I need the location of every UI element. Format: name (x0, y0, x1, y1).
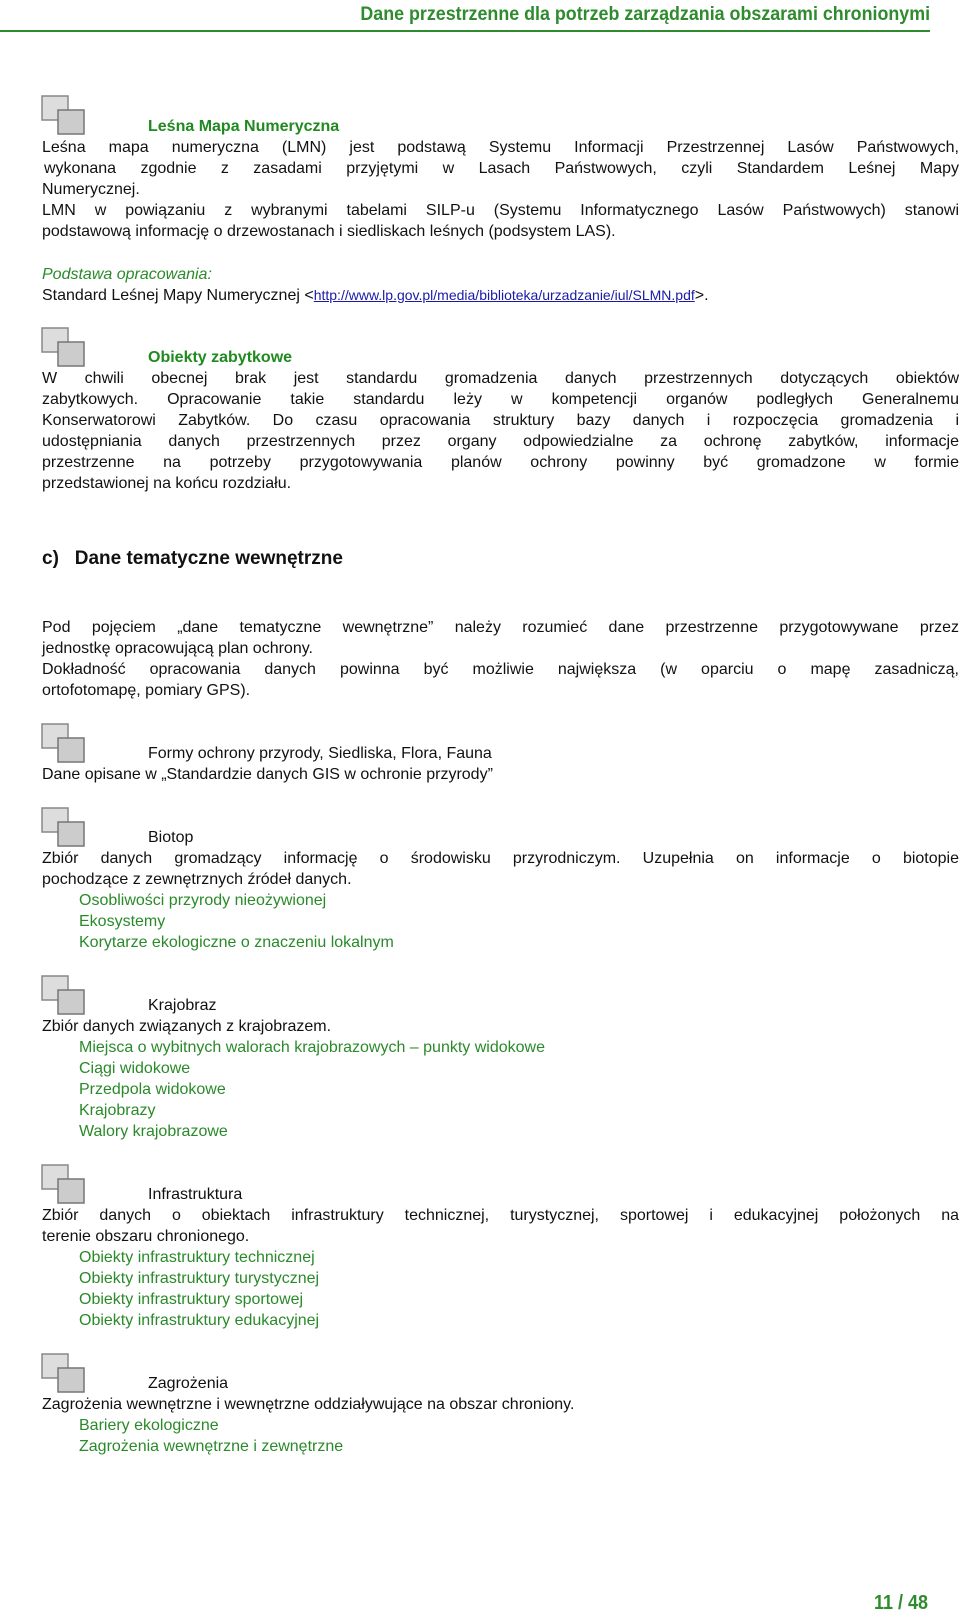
section-c-line-2: jednostkę opracowującą plan ochrony. (42, 640, 313, 657)
lmn-line-5: podstawową informację o drzewostanach i siedliskach leśnych (podsystem LAS). (42, 223, 616, 240)
infrastruktura-item: Obiekty infrastruktury sportowej (79, 1291, 304, 1308)
lmn-basis (42, 285, 709, 306)
infrastruktura-title: Infrastruktura (148, 1186, 243, 1203)
zagrozenia-desc: Zagrożenia wewnętrzne i wewnętrzne oddziaływujące na obszar chroniony. (42, 1396, 575, 1413)
slmn-link[interactable]: http://www.lp.gov.pl/media/biblioteka/urzadzanie/iul/SLMN.pdf (313, 287, 695, 303)
zabytki-line-6: przedstawionej na końcu rozdziału. (42, 475, 292, 492)
infrastruktura-item: Obiekty infrastruktury technicznej (79, 1249, 315, 1266)
lmn-basis-end: >. (694, 287, 709, 304)
biotop-line-2: pochodzące z zewnętrznych źródeł danych. (42, 871, 352, 888)
biotop-title: Biotop (148, 829, 194, 846)
krajobraz-desc: Zbiór danych związanych z krajobrazem. (42, 1018, 332, 1035)
layers-icon (40, 722, 88, 766)
section-c-heading: c) Dane tematyczne wewnętrzne (42, 548, 343, 569)
zabytki-line-2: zabytkowych. Opracowanie takie standardu leży w kompetencji organów podległych Generalnemu (42, 391, 959, 408)
lmn-line-2: wykonana zgodnie z zasadami przyjętymi w Lasach Państwowych, czyli Standardem Leśnej Mapy (44, 160, 959, 177)
krajobraz-item: Walory krajobrazowe (79, 1123, 228, 1140)
lmn-title: Leśna Mapa Numeryczna (148, 118, 340, 135)
layers-icon (40, 974, 88, 1018)
section-c-line-3: Dokładność opracowania danych powinna być możliwie największa (w oparciu o mapę zasadniczą, (42, 661, 959, 678)
lmn-line-3: Numerycznej. (42, 181, 140, 198)
lmn-basis-text: Standard Leśnej Mapy Numerycznej < (42, 287, 314, 304)
lmn-basis-label: Podstawa opracowania: (42, 266, 212, 283)
krajobraz-item: Ciągi widokowe (79, 1060, 191, 1077)
zabytki-line-1: W chwili obecnej brak jest standardu gromadzenia danych przestrzennych dotyczących obiektów (42, 370, 959, 387)
formy-title: Formy ochrony przyrody, Siedliska, Flora, Fauna (148, 745, 492, 762)
krajobraz-title: Krajobraz (148, 997, 217, 1014)
zabytki-title: Obiekty zabytkowe (148, 349, 293, 366)
lmn-line-4: LMN w powiązaniu z wybranymi tabelami SILP-u (Systemu Informatycznego Lasów Państwowych) stanowi (42, 202, 959, 219)
krajobraz-item: Miejsca o wybitnych walorach krajobrazowych – punkty widokowe (79, 1039, 545, 1056)
formy-desc: Dane opisane w „Standardzie danych GIS w ochronie przyrody” (42, 766, 493, 783)
section-c-line-4: ortofotomapę, pomiary GPS). (42, 682, 251, 699)
layers-icon (40, 806, 88, 850)
layers-icon (40, 1352, 88, 1396)
header-rule (0, 30, 930, 32)
infrastruktura-item: Obiekty infrastruktury turystycznej (79, 1270, 320, 1287)
page-number: 11 / 48 (873, 1592, 928, 1614)
lmn-line-1: Leśna mapa numeryczna (LMN) jest podstawą Systemu Informacji Przestrzennej Lasów Państwowych, (42, 139, 959, 156)
layers-icon (40, 1163, 88, 1207)
biotop-line-1: Zbiór danych gromadzący informację o środowisku przyrodniczym. Uzupełnia on informacje o biotopie (42, 850, 959, 867)
zabytki-line-3: Konserwatorowi Zabytków. Do czasu opracowania struktury bazy danych i rozpoczęcia gromadzenia i (42, 412, 959, 429)
zagrozenia-item: Bariery ekologiczne (79, 1417, 219, 1434)
section-c-line-1: Pod pojęciem „dane tematyczne wewnętrzne” należy rozumieć dane przestrzenne przygotowywane przez (42, 619, 959, 636)
layers-icon (40, 94, 88, 138)
page-header-title: Dane przestrzenne dla potrzeb zarządzania obszarami chronionymi (360, 4, 930, 25)
zabytki-line-5: przestrzenne na potrzeby przygotowywania planów ochrony powinny być gromadzone w formie (42, 454, 959, 471)
infrastruktura-line-1: Zbiór danych o obiektach infrastruktury technicznej, turystycznej, sportowej i edukacyjnej położonych na (42, 1207, 959, 1224)
layers-icon (40, 326, 88, 370)
biotop-item: Osobliwości przyrody nieożywionej (79, 892, 327, 909)
infrastruktura-item: Obiekty infrastruktury edukacyjnej (79, 1312, 320, 1329)
biotop-item: Ekosystemy (79, 913, 166, 930)
krajobraz-item: Krajobrazy (79, 1102, 156, 1119)
infrastruktura-line-2: terenie obszaru chronionego. (42, 1228, 250, 1245)
zabytki-line-4: udostępniania danych przestrzennych przez organy odpowiedzialne za ochronę zabytków, informacje (42, 433, 959, 450)
biotop-item: Korytarze ekologiczne o znaczeniu lokalnym (79, 934, 394, 951)
zagrozenia-title: Zagrożenia (148, 1375, 229, 1392)
zagrozenia-item: Zagrożenia wewnętrzne i zewnętrzne (79, 1438, 344, 1455)
krajobraz-item: Przedpola widokowe (79, 1081, 226, 1098)
